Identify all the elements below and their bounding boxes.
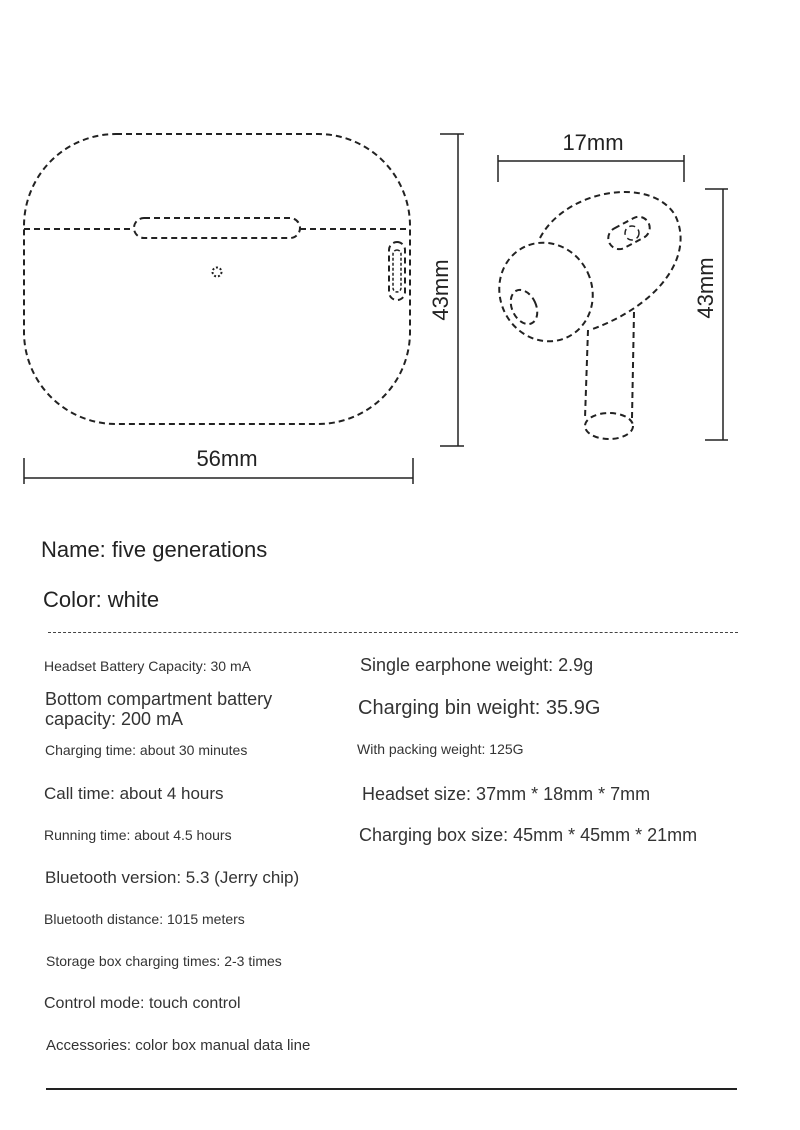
- product-color: Color: white: [43, 587, 160, 612]
- case-height-label: 43mm: [428, 259, 453, 321]
- bottom-divider: [46, 1088, 737, 1090]
- spec-charging-bin-weight: Charging bin weight: 35.9G: [358, 697, 601, 719]
- spec-bluetooth-version: Bluetooth version: 5.3 (Jerry chip): [45, 868, 300, 887]
- product-name: Name: five generations: [41, 537, 268, 562]
- spec-single-earphone-weight: Single earphone weight: 2.9g: [360, 655, 594, 675]
- earbud-outline: [483, 192, 680, 439]
- spec-running-time: Running time: about 4.5 hours: [44, 827, 232, 843]
- earbud-width-label: 17mm: [562, 130, 624, 155]
- earbud-height-label: 43mm: [693, 257, 718, 319]
- earbud-width-dimension: [498, 155, 684, 182]
- spec-case-battery: Bottom compartment battery capacity: 200 mA: [45, 689, 273, 729]
- spec-storage-charging-times: Storage box charging times: 2-3 times: [46, 953, 282, 969]
- charging-case-outline: [24, 134, 410, 424]
- dashed-divider: [48, 632, 738, 633]
- case-width-label: 56mm: [196, 446, 258, 471]
- dimension-drawing: [0, 0, 800, 500]
- spec-call-time: Call time: about 4 hours: [44, 784, 224, 803]
- spec-bluetooth-distance: Bluetooth distance: 1015 meters: [44, 911, 245, 927]
- spec-charging-box-size: Charging box size: 45mm * 45mm * 21mm: [359, 825, 698, 845]
- spec-packing-weight: With packing weight: 125G: [357, 741, 524, 757]
- spec-headset-battery: Headset Battery Capacity: 30 mA: [44, 658, 251, 674]
- spec-accessories: Accessories: color box manual data line: [46, 1037, 311, 1054]
- spec-charging-time: Charging time: about 30 minutes: [45, 742, 248, 758]
- spec-headset-size: Headset size: 37mm * 18mm * 7mm: [362, 784, 651, 804]
- spec-control-mode: Control mode: touch control: [44, 995, 241, 1012]
